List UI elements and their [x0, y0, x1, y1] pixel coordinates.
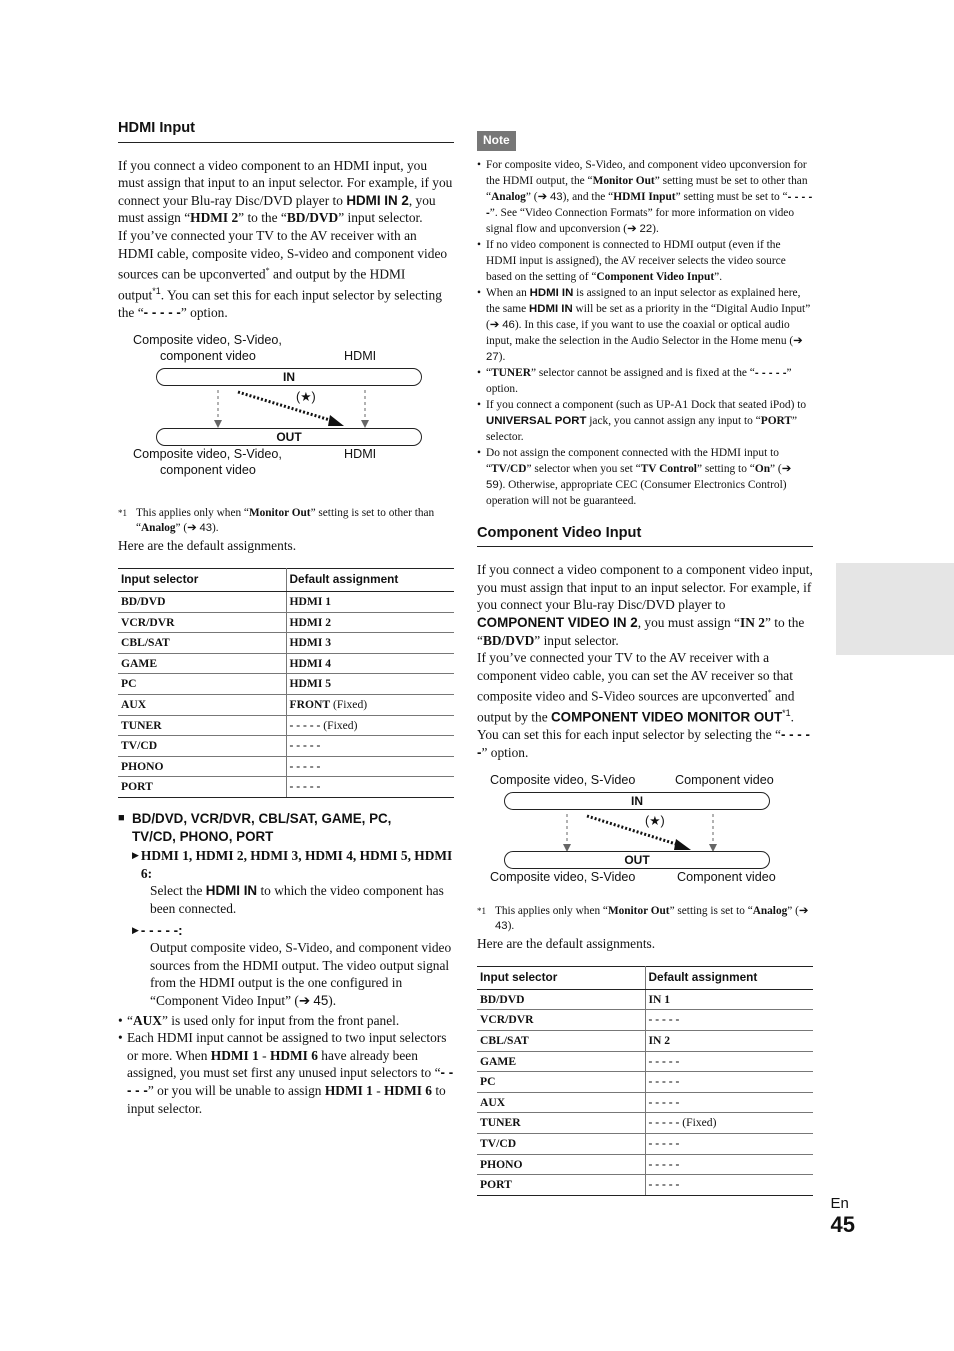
footnote: *1 This applies only when “Monitor Out” setting is set to “Analog” (➔ 43).	[477, 904, 809, 933]
diagram-bottom-right-label: Component video	[677, 869, 776, 884]
default-assignment-cell: - - - - -	[286, 756, 454, 777]
right-column	[477, 131, 813, 1196]
default-assignment-cell: HDMI 1	[286, 592, 454, 613]
default-assignment-cell: - - - - -	[645, 1134, 813, 1155]
table-row	[477, 989, 813, 1010]
component-default-assignments-table	[477, 966, 813, 1196]
hdmi-input-paragraph-2: If you’ve connected your TV to the AV receiver with an HDMI cable, composite video, S-video and component video sources can be upconverted* and output by the HDMI output$^{*1}$. You can set this for each input selector by selecting the “- - - - -” option.	[118, 227, 448, 321]
table-row	[118, 777, 454, 798]
diagram-top-left-label: Composite video, S-Video	[490, 772, 636, 787]
diagram-top-right-label: Component video	[675, 772, 774, 787]
default-assignment-cell: - - - - -	[286, 736, 454, 757]
list-item: • “TUNER” selector cannot be assigned and is fixed at the “- - - - -” option.	[477, 365, 813, 397]
table-header: Input selector	[118, 569, 286, 592]
diagram-top-left-label-2: component video	[160, 348, 256, 363]
diagram-in-bar: IN	[504, 792, 770, 810]
left-column	[118, 120, 454, 1117]
list-item: • When an HDMI IN is assigned to an input selector as explained here, the same HDMI IN will be set as a priority in the “Digital Audio Input” (➔ 46). In this case, if you want to use the coaxial or optical audio input, make the selection in the Audio Selector in the Home menu (➔ 27).	[477, 285, 813, 365]
table-row	[477, 1113, 813, 1134]
input-selector-cell: VCR/DVR	[118, 612, 286, 633]
diagram-top-left-label: Composite video, S-Video,	[133, 332, 282, 347]
table-row	[118, 756, 454, 777]
table-row	[118, 633, 454, 654]
input-selector-cell: PC	[118, 674, 286, 695]
component-upconversion-diagram	[477, 772, 813, 900]
default-assignment-cell: - - - - -	[645, 1175, 813, 1196]
default-assignment-cell: - - - - - (Fixed)	[645, 1113, 813, 1134]
default-assignment-cell: - - - - -	[645, 1154, 813, 1175]
component-paragraph-1: If you connect a video component to a component video input, you must assign that input to an input selector. For example, if you connect your Blu-ray Disc/DVD player to COMPONENT VIDEO IN 2, you must assign “IN 2” to the “BD/DVD” input selector.	[477, 562, 813, 648]
default-assignment-cell: - - - - -	[645, 1072, 813, 1093]
diagram-star: (★)	[296, 389, 316, 404]
table-row	[477, 1134, 813, 1155]
list-item: • Each HDMI input cannot be assigned to two input selectors or more. When HDMI 1 - HDMI 6 have already been assigned, you must set first any unused input selectors to “- - - - -” or you will be unable to assign HDMI 1 - HDMI 6 to input selector.	[118, 1029, 454, 1117]
default-assignment-cell: HDMI 4	[286, 653, 454, 674]
diagram-out-bar: OUT	[504, 851, 770, 869]
diagram-bottom-left-label: Composite video, S-Video	[490, 869, 636, 884]
input-selector-cell: TUNER	[118, 715, 286, 736]
input-selector-cell: TV/CD	[477, 1134, 645, 1155]
default-assignment-cell: HDMI 5	[286, 674, 454, 695]
footnote: *1 This applies only when “Monitor Out” setting is set to other than “Analog” (➔ 43).	[118, 506, 435, 535]
defaults-intro: Here are the default assignments.	[118, 537, 297, 553]
table-row	[118, 653, 454, 674]
defaults-intro: Here are the default assignments.	[477, 935, 656, 951]
input-selector-cell: AUX	[118, 695, 286, 716]
page-number: 45	[830, 1212, 855, 1237]
input-selector-cell: PHONO	[118, 756, 286, 777]
input-selector-cell: BD/DVD	[477, 989, 645, 1010]
section-tab	[836, 563, 954, 655]
input-selector-cell: PHONO	[477, 1154, 645, 1175]
language-label: En	[830, 1195, 849, 1212]
component-paragraph-2: If you’ve connected your TV to the AV receiver with a component video cable, you can set the AV receiver so that composite video and S-Video sources are upconverted* and output by the COMPONENT VIDEO MONITOR OUT$^{*1}$. You can set this for each input selector by selecting the “- - - - -” option.	[477, 650, 810, 761]
table-row	[118, 674, 454, 695]
selector-options-list	[118, 810, 454, 1117]
list-item: • Do not assign the component connected with the HDMI input to “TV/CD” selector when you set “TV Control” setting to “On” (➔ 59). Otherwise, appropriate CEC (Consumer Electronics Control) operation will not be guaranteed.	[477, 445, 813, 509]
table-row	[118, 612, 454, 633]
default-assignment-cell: IN 1	[645, 989, 813, 1010]
table-row	[477, 1010, 813, 1031]
table-row	[477, 1031, 813, 1052]
diagram-in-bar: IN	[156, 368, 422, 386]
table-header: Input selector	[477, 967, 645, 990]
notes-list	[477, 157, 813, 509]
input-selector-cell: CBL/SAT	[118, 633, 286, 654]
input-selector-cell: TV/CD	[118, 736, 286, 757]
input-selector-cell: VCR/DVR	[477, 1010, 645, 1031]
default-assignment-cell: - - - - - (Fixed)	[286, 715, 454, 736]
table-header: Default assignment	[645, 967, 813, 990]
list-item: • “AUX” is used only for input from the front panel.	[118, 1012, 454, 1030]
list-item: • If you connect a component (such as UP-A1 Dock that seated iPod) to UNIVERSAL PORT jack, you cannot assign any input to “PORT” selector.	[477, 397, 813, 445]
default-assignment-cell: HDMI 3	[286, 633, 454, 654]
input-selector-cell: PC	[477, 1072, 645, 1093]
default-assignment-cell: IN 2	[645, 1031, 813, 1052]
default-assignment-cell: FRONT (Fixed)	[286, 695, 454, 716]
input-selector-cell: PORT	[477, 1175, 645, 1196]
hdmi-default-assignments-table	[118, 568, 454, 798]
table-row	[118, 592, 454, 613]
hdmi-input-paragraph-1: If you connect a video component to an HDMI input, you must assign that input to an input selector. For example, if you connect your Blu-ray Disc/DVD player to HDMI IN 2, you must assign “HDMI 2” to the “BD/DVD” input selector.	[118, 157, 453, 226]
hdmi-upconversion-diagram	[118, 332, 454, 502]
option-none: ▶ - - - - -: Output composite video, S-Video, and component video sources from the HDMI output. The video output signal from the HDMI output is the one configured in “Component Video Input” (➔ 45).	[132, 922, 452, 1008]
table-row	[477, 1092, 813, 1113]
input-selector-cell: GAME	[477, 1051, 645, 1072]
option-hdmi: ▶ HDMI 1, HDMI 2, HDMI 3, HDMI 4, HDMI 5, HDMI 6: Select the HDMI IN to which the video component has been connected.	[132, 848, 453, 916]
diagram-arrows	[118, 386, 454, 432]
default-assignment-cell: - - - - -	[645, 1092, 813, 1113]
input-selector-cell: BD/DVD	[118, 592, 286, 613]
table-row	[477, 1051, 813, 1072]
diagram-top-right-label: HDMI	[344, 348, 377, 363]
diagram-star: (★)	[645, 813, 665, 828]
table-row	[118, 695, 454, 716]
input-selector-cell: TUNER	[477, 1113, 645, 1134]
input-selector-cell: PORT	[118, 777, 286, 798]
diagram-bottom-left-label-2: component video	[160, 462, 256, 477]
table-header: Default assignment	[286, 569, 454, 592]
input-selector-cell: AUX	[477, 1092, 645, 1113]
diagram-out-bar: OUT	[156, 428, 422, 446]
diagram-bottom-right-label: HDMI	[344, 446, 377, 461]
page-number-block	[831, 1195, 855, 1237]
default-assignment-cell: - - - - -	[645, 1010, 813, 1031]
table-row	[477, 1154, 813, 1175]
hdmi-notes-list	[118, 1012, 454, 1118]
hdmi-input-heading: HDMI Input	[118, 120, 454, 143]
default-assignment-cell: HDMI 2	[286, 612, 454, 633]
table-row	[477, 1072, 813, 1093]
component-video-input-heading: Component Video Input	[477, 525, 813, 548]
input-selector-cell: CBL/SAT	[477, 1031, 645, 1052]
note-label: Note	[477, 131, 516, 151]
table-row	[477, 1175, 813, 1196]
list-item: • If no video component is connected to HDMI output (even if the HDMI input is assigned), the AV receiver selects the video source based on the setting of “Component Video Input”.	[477, 237, 813, 285]
default-assignment-cell: - - - - -	[645, 1051, 813, 1072]
table-row	[118, 736, 454, 757]
default-assignment-cell: - - - - -	[286, 777, 454, 798]
diagram-bottom-left-label: Composite video, S-Video,	[133, 446, 282, 461]
input-selector-cell: GAME	[118, 653, 286, 674]
table-row	[118, 715, 454, 736]
list-heading: ■ BD/DVD, VCR/DVR, CBL/SAT, GAME, PC, TV/CD, PHONO, PORT	[118, 811, 392, 844]
list-item: • For composite video, S-Video, and component video upconversion for the HDMI output, the “Monitor Out” setting must be set to other than “Analog” (➔ 43), and the “HDMI Input” setting must be set to “- - - - -”. See “Video Connection Formats” for more information on video signal flow and upconversion (➔ 22).	[477, 157, 813, 237]
